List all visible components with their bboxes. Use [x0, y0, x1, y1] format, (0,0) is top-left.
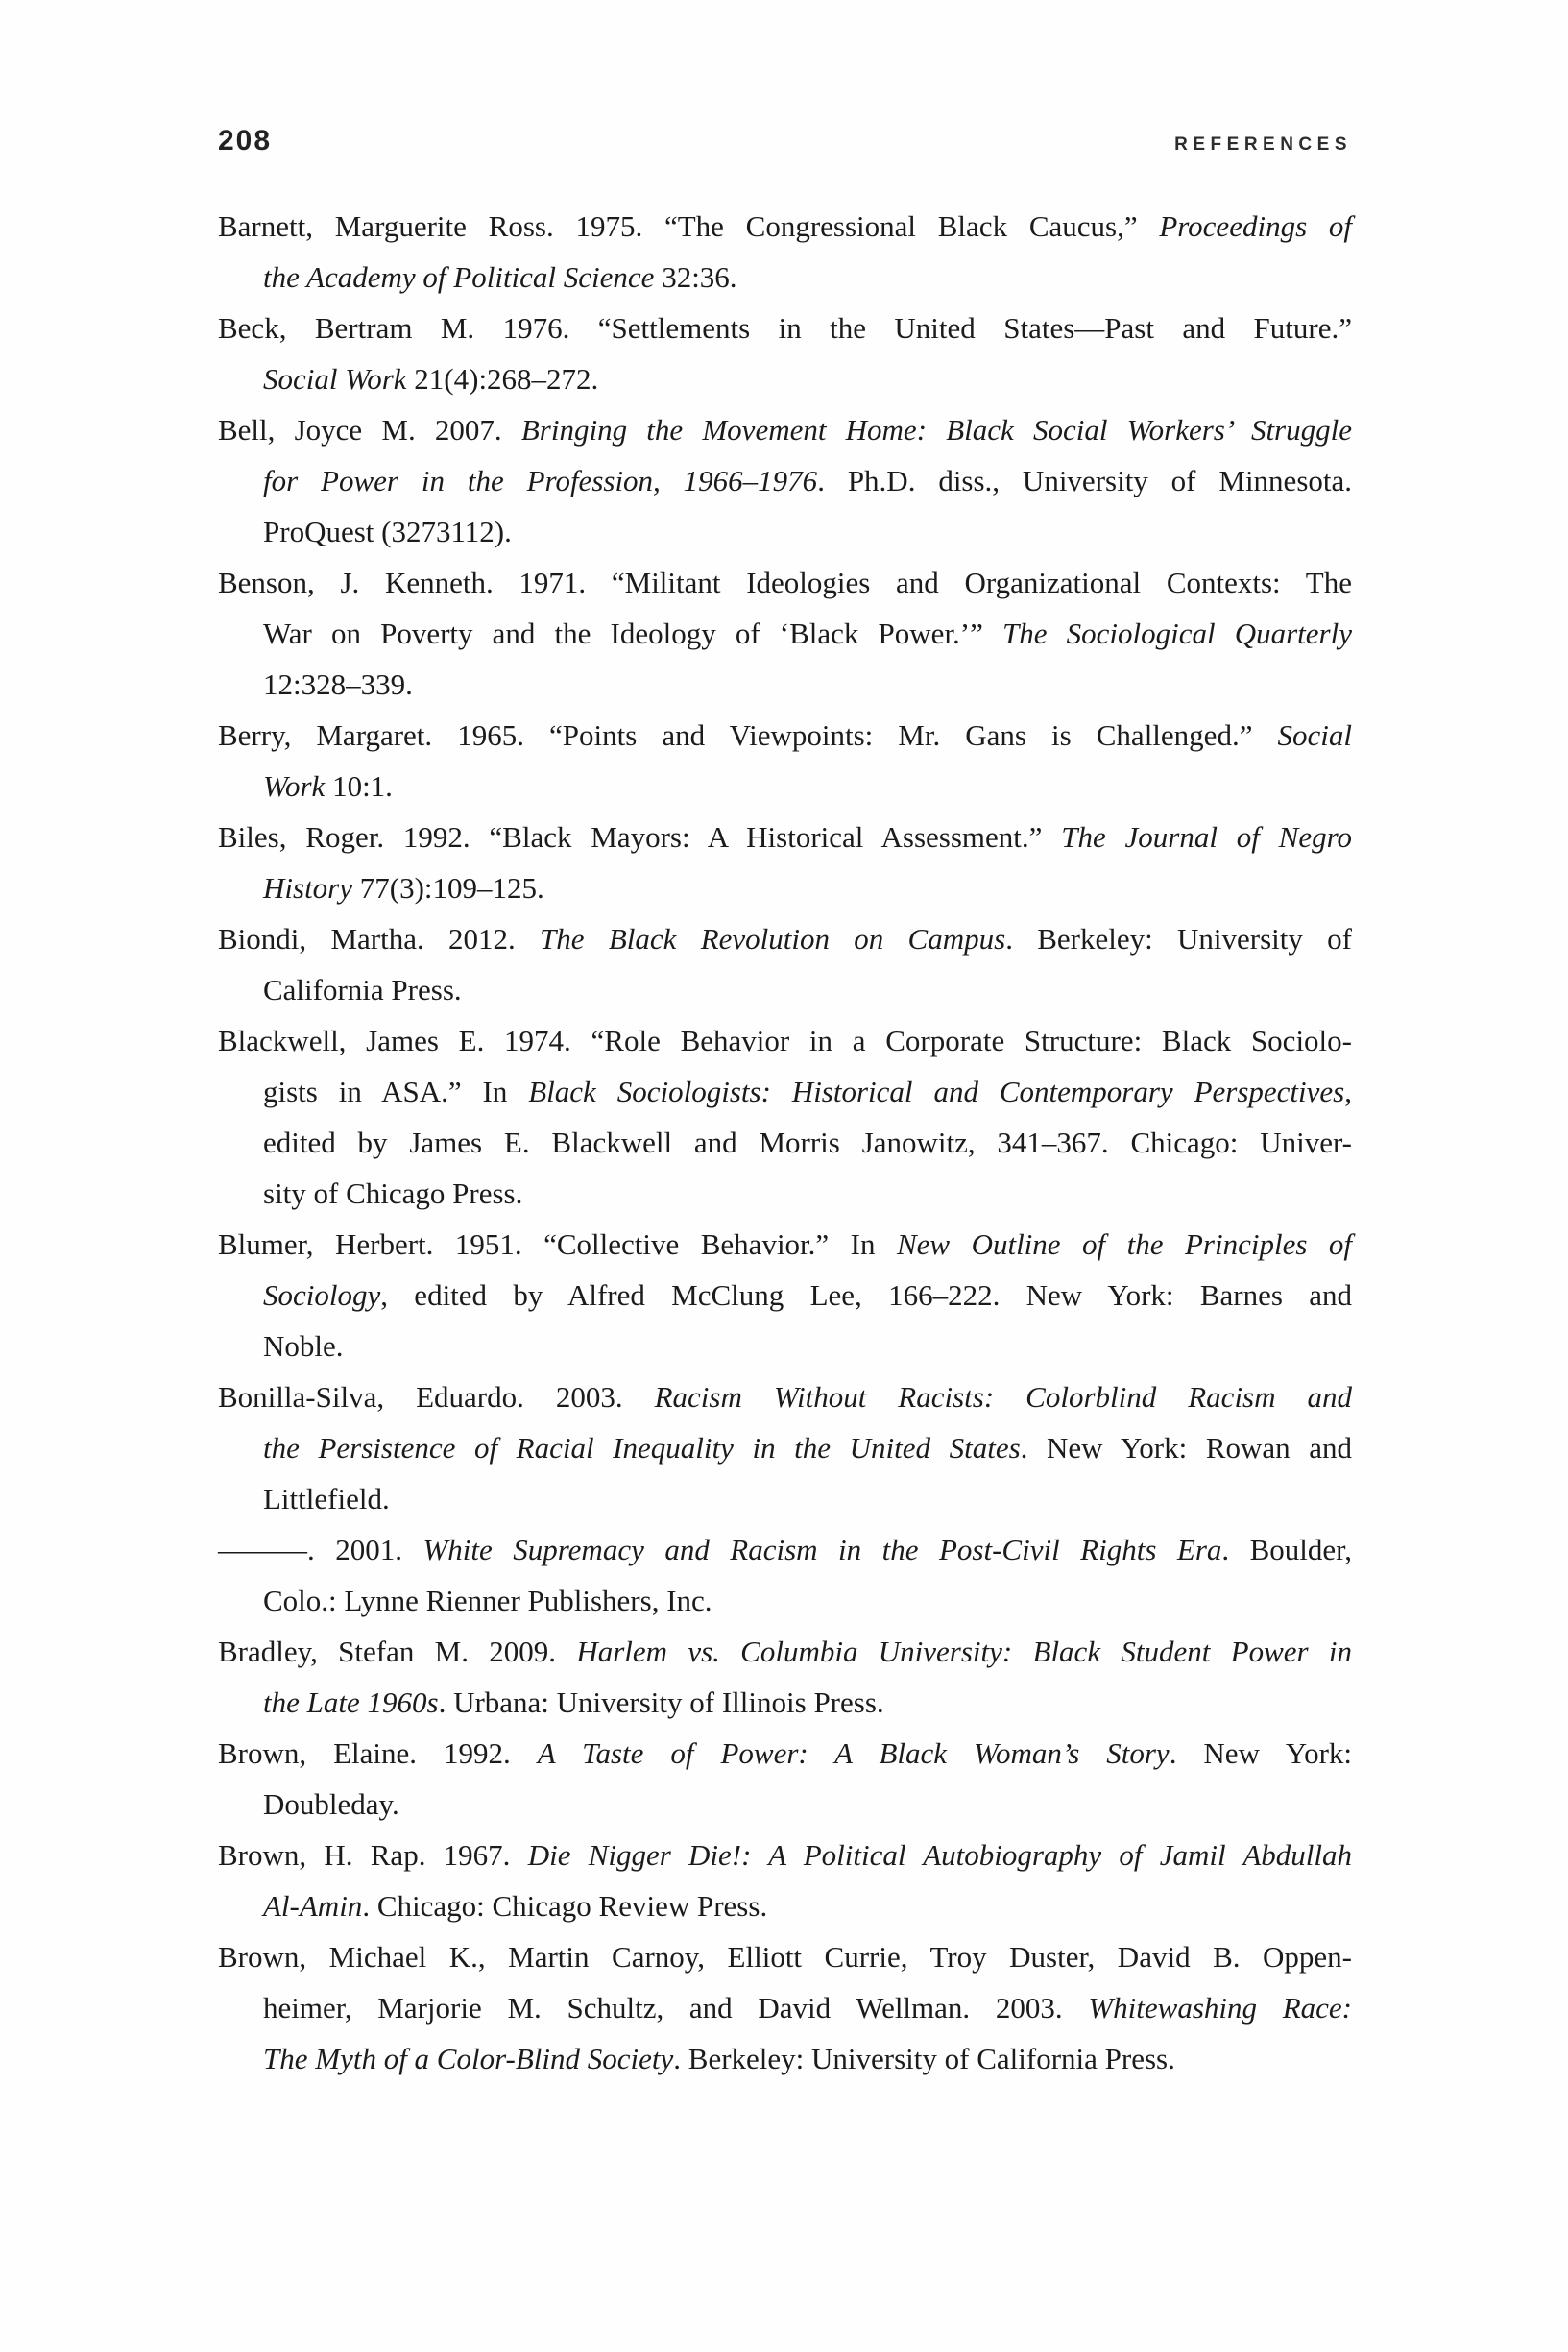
reference-line	[218, 303, 1352, 353]
reference-line	[218, 201, 1352, 252]
reference-line	[218, 1575, 1352, 1626]
text-segment: Brown, H. Rap. 1967.	[218, 1838, 528, 1872]
text-segment: 12:328–339.	[263, 667, 413, 701]
title-segment: The Sociological Quarterly	[1002, 617, 1352, 650]
text-segment: Bell, Joyce M. 2007.	[218, 413, 521, 447]
title-segment: Social	[1277, 718, 1352, 752]
reference-line	[218, 964, 1352, 1015]
text-segment: . Ph.D. diss., University of Minnesota.	[817, 464, 1352, 497]
text-segment: Doubleday.	[263, 1787, 399, 1821]
title-segment: The Black Revolution on Campus	[540, 922, 1006, 956]
reference-line	[218, 1117, 1352, 1168]
reference-line	[218, 1168, 1352, 1219]
title-segment: The Myth of a Color-Blind Society	[263, 2042, 674, 2075]
reference-line	[218, 913, 1352, 964]
text-segment: . Berkeley: University of California Press.	[673, 2042, 1175, 2075]
reference-line	[218, 404, 1352, 455]
reference-entry	[218, 1524, 1352, 1626]
title-segment: Work	[263, 769, 326, 803]
reference-line	[218, 1524, 1352, 1575]
text-segment: ,	[1344, 1075, 1352, 1108]
page-number: 208	[218, 125, 273, 157]
reference-line	[218, 1066, 1352, 1117]
reference-line	[218, 455, 1352, 506]
text-segment: sity of Chicago Press.	[263, 1176, 523, 1210]
title-segment: New Outline of the Principles of	[896, 1227, 1352, 1261]
reference-entry	[218, 1371, 1352, 1524]
reference-line	[218, 812, 1352, 862]
title-segment: Die Nigger Die!: A Political Autobiography of Jamil Abdullah	[527, 1838, 1352, 1872]
text-segment: , edited by Alfred McClung Lee, 166–222. New York: Barnes and	[380, 1278, 1352, 1312]
text-segment: Biondi, Martha. 2012.	[218, 922, 541, 956]
reference-line	[218, 2033, 1352, 2084]
text-segment: . Berkeley: University of	[1005, 922, 1352, 956]
reference-line	[218, 1982, 1352, 2033]
title-segment: Black Sociologists: Historical and Contemporary Perspectives	[528, 1075, 1345, 1108]
title-segment: The Journal of Negro	[1061, 820, 1352, 854]
reference-line	[218, 659, 1352, 710]
title-segment: for Power in the Profession, 1966–1976	[263, 464, 818, 497]
text-segment: heimer, Marjorie M. Schultz, and David Wellman. 2003.	[263, 1991, 1089, 2025]
text-segment: 77(3):109–125.	[352, 871, 544, 905]
title-segment: the Academy of Political Science	[263, 260, 655, 294]
text-segment: edited by James E. Blackwell and Morris Janowitz, 341–367. Chicago: Univer-	[263, 1126, 1352, 1159]
reference-entry	[218, 1728, 1352, 1830]
reference-line	[218, 353, 1352, 404]
text-segment: Berry, Margaret. 1965. “Points and Viewpoints: Mr. Gans is Challenged.”	[218, 718, 1278, 752]
text-segment: Brown, Elaine. 1992.	[218, 1736, 538, 1770]
reference-entry	[218, 557, 1352, 710]
title-segment: Whitewashing Race:	[1088, 1991, 1352, 2025]
reference-line	[218, 506, 1352, 557]
title-segment: Social Work	[263, 362, 407, 396]
reference-line	[218, 1931, 1352, 1982]
reference-entry	[218, 812, 1352, 913]
text-segment: Beck, Bertram M. 1976. “Settlements in the United States—Past and Future.”	[218, 311, 1352, 345]
text-segment: Bradley, Stefan M. 2009.	[218, 1635, 577, 1668]
text-segment: Benson, J. Kenneth. 1971. “Militant Ideologies and Organizational Contexts: The	[218, 566, 1352, 599]
text-segment: . New York: Rowan and	[1020, 1431, 1352, 1465]
title-segment: the Persistence of Racial Inequality in the United States	[263, 1431, 1021, 1465]
title-segment: Harlem vs. Columbia University: Black Student Power in	[576, 1635, 1352, 1668]
reference-line	[218, 1371, 1352, 1422]
text-segment: ProQuest (3273112).	[263, 515, 512, 548]
text-segment: War on Poverty and the Ideology of ‘Black Power.’”	[263, 617, 1003, 650]
title-segment: Proceedings of	[1159, 209, 1352, 243]
text-segment: . Chicago: Chicago Review Press.	[362, 1889, 768, 1923]
reference-entry	[218, 1626, 1352, 1728]
text-segment: Colo.: Lynne Rienner Publishers, Inc.	[263, 1584, 712, 1617]
title-segment: A Taste of Power: A Black Woman’s Story	[537, 1736, 1170, 1770]
text-segment: Brown, Michael K., Martin Carnoy, Elliott Currie, Troy Duster, David B. Oppen-	[218, 1940, 1352, 1974]
reference-line	[218, 1626, 1352, 1677]
reference-line	[218, 1779, 1352, 1830]
text-segment: Blackwell, James E. 1974. “Role Behavior in a Corporate Structure: Black Sociolo-	[218, 1024, 1352, 1057]
reference-line	[218, 1321, 1352, 1371]
reference-entry	[218, 913, 1352, 1015]
reference-line	[218, 252, 1352, 303]
title-segment: Racism Without Racists: Colorblind Racism and	[654, 1380, 1353, 1414]
reference-line	[218, 1015, 1352, 1066]
text-segment: Bonilla-Silva, Eduardo. 2003.	[218, 1380, 655, 1414]
text-segment: Blumer, Herbert. 1951. “Collective Behavior.” In	[218, 1227, 897, 1261]
text-segment: Biles, Roger. 1992. “Black Mayors: A Historical Assessment.”	[218, 820, 1062, 854]
reference-entry	[218, 1931, 1352, 2084]
text-segment: . Urbana: University of Illinois Press.	[438, 1685, 884, 1719]
reference-line	[218, 557, 1352, 608]
text-segment: California Press.	[263, 973, 462, 1006]
title-segment: Sociology	[263, 1278, 381, 1312]
reference-line	[218, 608, 1352, 659]
title-segment: Bringing the Movement Home: Black Social Workers’ Struggle	[520, 413, 1352, 447]
references-list	[218, 201, 1352, 2084]
reference-line	[218, 1880, 1352, 1931]
reference-line	[218, 1473, 1352, 1524]
text-segment: gists in ASA.” In	[263, 1075, 529, 1108]
reference-entry	[218, 303, 1352, 404]
text-segment: ———. 2001.	[218, 1533, 423, 1566]
reference-entry	[218, 1219, 1352, 1371]
reference-line	[218, 761, 1352, 812]
title-segment: White Supremacy and Racism in the Post-Civil Rights Era	[422, 1533, 1222, 1566]
reference-line	[218, 862, 1352, 913]
title-segment: Al-Amin	[263, 1889, 363, 1923]
text-segment: . New York:	[1169, 1736, 1352, 1770]
reference-line	[218, 1728, 1352, 1779]
reference-entry	[218, 1830, 1352, 1931]
reference-line	[218, 1677, 1352, 1728]
text-segment: Noble.	[263, 1329, 344, 1363]
text-segment: 10:1.	[325, 769, 393, 803]
reference-line	[218, 1830, 1352, 1880]
title-segment: the Late 1960s	[263, 1685, 439, 1719]
page-header	[218, 125, 1352, 158]
running-head-title: REFERENCES	[1174, 134, 1352, 155]
text-segment: Barnett, Marguerite Ross. 1975. “The Congressional Black Caucus,”	[218, 209, 1160, 243]
reference-entry	[218, 201, 1352, 303]
text-segment: 21(4):268–272.	[406, 362, 599, 396]
title-segment: History	[263, 871, 352, 905]
reference-entry	[218, 404, 1352, 557]
reference-entry	[218, 710, 1352, 812]
reference-line	[218, 1422, 1352, 1473]
reference-line	[218, 1219, 1352, 1270]
reference-line	[218, 710, 1352, 761]
text-segment: 32:36.	[654, 260, 737, 294]
text-segment: Littlefield.	[263, 1482, 390, 1515]
text-segment: . Boulder,	[1221, 1533, 1353, 1566]
reference-line	[218, 1270, 1352, 1321]
reference-entry	[218, 1015, 1352, 1219]
